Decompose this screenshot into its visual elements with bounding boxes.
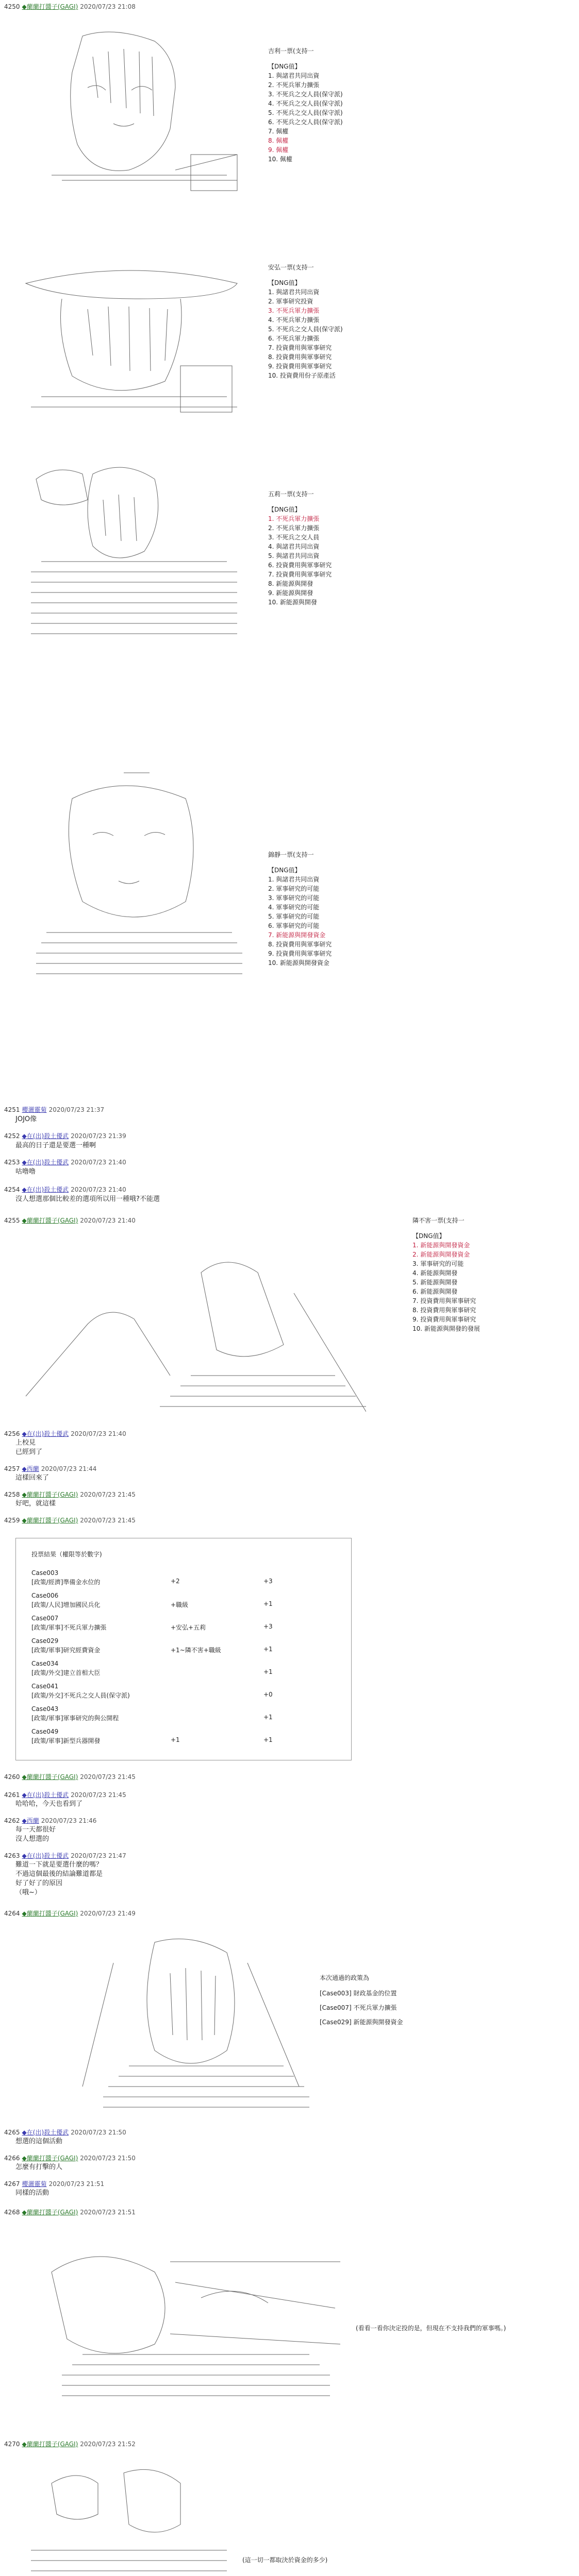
vote-panel — [268, 850, 332, 968]
ascii-art-drawing — [21, 2463, 237, 2576]
post-header — [4, 1851, 126, 1860]
post-header — [4, 1816, 96, 1825]
post-date: 2020/07/23 21:45 — [71, 1791, 126, 1799]
result-case: Case049 — [31, 1728, 59, 1735]
post-author[interactable]: ◆蘭蘭打醬子(GAGI) — [22, 2155, 78, 2162]
post-message: 已經到了 — [15, 1448, 43, 1456]
post-header — [4, 1216, 136, 1225]
panel-title: 吉利一票(支持一 — [268, 47, 314, 55]
panel-items — [412, 1241, 480, 1333]
result-note: +職級 — [171, 1601, 189, 1608]
panel-item: 3. 不死兵之交人員(保守派) — [268, 91, 343, 98]
post-message: 沒人想選的 — [15, 1835, 49, 1843]
result-value: +1 — [263, 1668, 273, 1675]
post-date: 2020/07/23 21:37 — [48, 1106, 105, 1113]
vote-panel — [268, 263, 343, 380]
post-date: 2020/07/23 21:39 — [71, 1132, 126, 1140]
post-date: 2020/07/23 21:47 — [71, 1852, 126, 1859]
panel-item: 8. 投資費用與軍事研究 — [268, 941, 332, 948]
post-date: 2020/07/23 21:44 — [41, 1465, 97, 1472]
post-date: 2020/07/23 21:52 — [80, 2441, 136, 2448]
result-name: [政策/外交]建立首相大臣 — [31, 1669, 101, 1676]
panel-item: 9. 佩權 — [268, 146, 289, 154]
panel-item: 5. 與諸君共同出資 — [268, 552, 320, 560]
ascii-art-drawing — [52, 1932, 320, 2117]
post-message: （哦~） — [15, 1889, 41, 1896]
result-case: Case007 — [31, 1615, 59, 1622]
post-header — [4, 1516, 136, 1524]
panel-items — [320, 1989, 403, 2027]
panel-item: 7. 佩權 — [268, 128, 289, 135]
panel-item: 5. 新能源與開發 — [412, 1279, 458, 1286]
result-name: [政策/軍事]研究經費資金 — [31, 1647, 101, 1654]
result-value: +1 — [263, 1646, 273, 1653]
post-header — [4, 1131, 126, 1140]
post-date: 2020/07/23 21:50 — [71, 2129, 126, 2136]
ascii-art-drawing — [5, 1242, 366, 1417]
panel-item: 3. 不死兵之交人員 — [268, 534, 320, 541]
vote-panel — [268, 46, 343, 164]
panel-item: 2. 軍事研究的可能 — [268, 885, 320, 892]
post-message: JOJO像 — [15, 1115, 37, 1123]
ascii-art-figure — [10, 453, 247, 649]
panel-item: 8. 新能源與開發 — [268, 580, 313, 587]
post-message: 這樣回來了 — [15, 1474, 49, 1482]
post-message: 哈哈哈，今天也看到了 — [15, 1800, 83, 1808]
panel-item: 6. 新能源與開發 — [412, 1288, 458, 1295]
result-title: 投票結果（權限等於數字) — [31, 1551, 102, 1558]
post-number: 4255 — [4, 1217, 20, 1224]
result-note: +2 — [171, 1578, 180, 1585]
panel-title: 安弘一票(支持一 — [268, 264, 314, 271]
post-header — [4, 1105, 104, 1114]
post-message: 咕噜噜 — [15, 1168, 36, 1176]
post-header — [4, 1429, 126, 1438]
panel-item: [Case029] 新能源與開發資金 — [320, 2019, 403, 2026]
post-number: 4268 — [4, 2209, 20, 2216]
panel-items — [268, 287, 343, 380]
ascii-art-drawing — [10, 263, 247, 417]
ascii-art-drawing — [21, 2231, 351, 2416]
panel-header: 【DNG值】 — [268, 279, 301, 286]
panel-item: 1. 與諸君共同出資 — [268, 72, 320, 79]
post-message: 最高的日子還是要選一種啊 — [15, 1142, 96, 1149]
later-panel — [320, 1973, 403, 2032]
panel-title: 錦靜一票(支持一 — [268, 851, 314, 858]
post-message: 不過這個最後的結論難道都是 — [15, 1870, 103, 1878]
post-message: 好吧，就這樣 — [15, 1500, 56, 1507]
post-number: 4252 — [4, 1132, 20, 1140]
result-value: +1 — [263, 1714, 273, 1721]
post-header — [4, 1490, 136, 1499]
panel-item: 7. 投資費用與軍事研究 — [268, 571, 332, 578]
result-note: +安弘+五莉 — [171, 1624, 206, 1631]
ascii-art-figure — [52, 1927, 320, 2112]
post-author[interactable]: ◆在(出)殺土優武 — [22, 1159, 69, 1166]
panel-items — [268, 875, 332, 968]
panel-item: 10. 新能源與開發 — [268, 599, 317, 606]
post-header — [4, 2128, 126, 2137]
panel-item: 2. 不死兵軍力擴張 — [268, 81, 320, 89]
post-author[interactable]: ◆蘭蘭打醬子(GAGI) — [22, 1491, 78, 1498]
panel-header: 【DNG值】 — [268, 63, 301, 70]
post-header — [4, 1790, 126, 1799]
ascii-art-figure — [5, 1236, 366, 1412]
post-number: 4256 — [4, 1430, 20, 1437]
panel-item: 8. 投資費用與軍事研究 — [268, 353, 332, 361]
result-name: [政策/軍事]軍事研究的與公開程 — [31, 1715, 119, 1722]
post-header — [4, 1772, 136, 1781]
panel-item: 4. 新能源與開發 — [412, 1269, 458, 1277]
panel-items — [268, 514, 332, 607]
panel-title: 五莉一票(支持一 — [268, 490, 314, 498]
panel-item: 4. 與諸君共同出資 — [268, 543, 320, 550]
post-date: 2020/07/23 21:51 — [48, 2180, 105, 2188]
panel-header: 【DNG值】 — [268, 506, 301, 513]
panel-title: 隣不害一票(支持一 — [412, 1217, 465, 1224]
post-author[interactable]: ◆在(出)殺土優武 — [22, 1430, 69, 1437]
result-case: Case041 — [31, 1683, 59, 1690]
panel-item: 4. 軍事研究的可能 — [268, 904, 320, 911]
panel-item: 10. 佩權 — [268, 156, 292, 163]
post-date: 2020/07/23 21:40 — [80, 1217, 136, 1224]
post-header — [4, 2154, 136, 2162]
post-message: 想選的這個活動 — [15, 2138, 63, 2145]
panel-item: 4. 不死兵軍力擴張 — [268, 316, 320, 324]
post-header — [4, 1158, 126, 1166]
panel-item: 4. 不死兵之交人員(保守派) — [268, 100, 343, 107]
post-number: 4258 — [4, 1491, 20, 1498]
result-note: +1~隣不害+職級 — [171, 1647, 221, 1654]
result-value: +1 — [263, 1600, 273, 1607]
panel-item: 9. 投資費用與軍事研究 — [268, 950, 332, 957]
post-author[interactable]: ◆蘭蘭打醬子(GAGI) — [22, 1517, 78, 1524]
post-header — [4, 2, 136, 11]
panel-item: 5. 軍事研究的可能 — [268, 913, 320, 920]
panel-header: 【DNG值】 — [412, 1232, 445, 1240]
post-number: 4270 — [4, 2441, 20, 2448]
post-number: 4250 — [4, 3, 20, 10]
panel-item: 5. 不死兵之交人員(保守派) — [268, 109, 343, 116]
panel-items — [268, 71, 343, 164]
post-author[interactable]: 櫻灑靈菊 — [22, 2180, 47, 2188]
result-case: Case006 — [31, 1592, 59, 1599]
panel-item: 10. 投資費用份子原產活 — [268, 372, 336, 379]
post-number: 4264 — [4, 1910, 20, 1917]
panel-item: 9. 投資費用與軍事研究 — [268, 363, 332, 370]
panel-item: 5. 不死兵之交人員(保守派) — [268, 326, 343, 333]
post-number: 4251 — [4, 1106, 20, 1113]
post-message: 怎麼有打擊的人 — [15, 2163, 63, 2171]
panel-item: 6. 不死兵之交人員(保守派) — [268, 118, 343, 126]
ascii-art-figure — [21, 2226, 351, 2411]
result-note: +1 — [171, 1736, 180, 1743]
result-name: [政策/軍事]新型兵器開發 — [31, 1737, 101, 1744]
post-header — [4, 1464, 96, 1473]
post-header — [4, 2179, 104, 2188]
post-author[interactable]: ◆蘭蘭打醬子(GAGI) — [22, 1910, 78, 1917]
panel-item: 3. 不死兵軍力擴張 — [268, 307, 320, 314]
ascii-art-figure — [15, 762, 253, 979]
panel-item: 2. 新能源與開發資金 — [412, 1251, 470, 1258]
result-value: +3 — [263, 1623, 273, 1630]
panel-item: 10. 新能源與開發資金 — [268, 959, 329, 967]
ascii-art-figure — [21, 2458, 237, 2576]
panel-item: [Case007] 不死兵軍力擴張 — [320, 2004, 397, 2011]
panel-item: 6. 軍事研究的可能 — [268, 922, 320, 929]
ascii-art-drawing — [10, 459, 247, 654]
post-number: 4262 — [4, 1817, 20, 1824]
post-number: 4265 — [4, 2129, 20, 2136]
post-author[interactable]: 櫻灑靈菊 — [22, 1106, 47, 1113]
vote-panel — [412, 1216, 480, 1333]
result-case: Case043 — [31, 1705, 59, 1713]
result-name: [政策/人民]增加國民兵化 — [31, 1601, 101, 1608]
post-date: 2020/07/23 21:45 — [80, 1773, 136, 1781]
ascii-art-figure — [21, 21, 242, 191]
post-header: 4254 ◆在(出)殺土優武 2020/07/23 21:40 — [4, 1186, 126, 1193]
ascii-art-drawing — [21, 26, 242, 196]
result-box — [15, 1538, 352, 1760]
post-message: 同樣的活動 — [15, 2189, 49, 2197]
panel-item: 7. 新能源與開發資金 — [268, 931, 326, 939]
result-name: [政策/經濟]準備金水位的 — [31, 1579, 101, 1586]
caption: (這一切一都取決於資金的多少) — [242, 2556, 328, 2564]
result-name: [政策/軍事]不死兵軍力擴張 — [31, 1624, 107, 1631]
panel-item: 7. 投資費用與軍事研究 — [268, 344, 332, 351]
panel-item: 1. 不死兵軍力擴張 — [268, 515, 320, 522]
panel-item: 9. 新能源與開發 — [268, 589, 313, 597]
post-author[interactable]: ◆西蘭 — [22, 1817, 39, 1824]
post-message: 沒人想選那個比較差的選項所以用一種哦?不能選 — [15, 1195, 160, 1203]
post-author[interactable]: ◆西蘭 — [22, 1465, 39, 1472]
post-date: 2020/07/23 21:46 — [41, 1817, 97, 1824]
result-value: +0 — [263, 1691, 273, 1698]
post-number: 4260 — [4, 1773, 20, 1781]
post-date: 2020/07/23 21:50 — [80, 2155, 136, 2162]
post-number: 4259 — [4, 1517, 20, 1524]
ascii-art-drawing — [15, 768, 253, 984]
panel-item: 6. 投資費用與軍事研究 — [268, 562, 332, 569]
post-message: 好了好了的原因 — [15, 1879, 63, 1887]
post-header — [4, 2208, 136, 2216]
vote-panel — [268, 489, 332, 607]
post-number: 4257 — [4, 1465, 20, 1472]
post-date: 2020/07/23 21:45 — [80, 1517, 136, 1524]
post-author[interactable]: ◆在(出)殺土優武 — [22, 1132, 69, 1140]
post-date: 2020/07/23 21:51 — [80, 2209, 136, 2216]
post-date: 2020/07/23 21:45 — [80, 1491, 136, 1498]
panel-item: 1. 與諸君共同出資 — [268, 876, 320, 883]
post-author[interactable]: ◆蘭蘭打醬子(GAGI) — [22, 2441, 78, 2448]
panel-item: 6. 不死兵軍力擴張 — [268, 335, 320, 342]
result-case: Case029 — [31, 1637, 59, 1645]
post-author[interactable]: ◆蘭蘭打醬子(GAGI) — [22, 1217, 78, 1224]
post-number: 4253 — [4, 1159, 20, 1166]
panel-item: 10. 新能源與開發的發展 — [412, 1325, 480, 1332]
panel-item: 8. 投資費用與軍事研究 — [412, 1307, 476, 1314]
result-name: [政策/外交]不死兵之交人員(保守派) — [31, 1692, 130, 1699]
panel-item: 2. 不死兵軍力擴張 — [268, 524, 320, 532]
post-number: 4266 — [4, 2155, 20, 2162]
panel-item: [Case003] 財政基金的位置 — [320, 1990, 397, 1997]
post-number: 4261 — [4, 1791, 20, 1799]
panel-header: 【DNG值】 — [268, 867, 301, 874]
result-case: Case034 — [31, 1660, 59, 1667]
caption: (看看一看你決定投的是，但現在不支持我們的軍事嗎。) — [356, 2325, 506, 2332]
post-author[interactable]: ◆在(出)殺土優武 — [22, 1852, 69, 1859]
post-author[interactable]: ◆在(出)殺土優武 — [22, 2129, 69, 2136]
post-header — [4, 2439, 136, 2448]
post-date: 2020/07/23 21:40 — [71, 1159, 126, 1166]
post-message: 上校見 — [15, 1439, 36, 1447]
post-header — [4, 1909, 136, 1918]
panel-item: 3. 軍事研究的可能 — [412, 1260, 464, 1267]
post-message: 每一天都很好 — [15, 1826, 56, 1834]
panel-item: 1. 與諸君共同出資 — [268, 289, 320, 296]
panel-item: 9. 投資費用與軍事研究 — [412, 1316, 476, 1323]
panel-item: 3. 軍事研究的可能 — [268, 894, 320, 902]
result-value: +3 — [263, 1578, 273, 1585]
post-author[interactable]: ◆在(出)殺土優武 — [22, 1186, 69, 1193]
post-author[interactable]: ◆蘭蘭打醬子(GAGI) — [22, 1773, 78, 1781]
post-author[interactable]: ◆在(出)殺土優武 — [22, 1791, 69, 1799]
post-date: 2020/07/23 21:40 — [71, 1186, 126, 1193]
result-case: Case003 — [31, 1569, 59, 1577]
panel-item: 8. 佩權 — [268, 137, 289, 144]
post-author[interactable]: ◆蘭蘭打醬子(GAGI) — [22, 3, 78, 10]
post-date: 2020/07/23 21:40 — [71, 1430, 126, 1437]
post-date: 2020/07/23 21:49 — [80, 1910, 136, 1917]
post-author[interactable]: ◆蘭蘭打醬子(GAGI) — [22, 2209, 78, 2216]
result-value: +1 — [263, 1736, 273, 1743]
ascii-art-figure — [10, 258, 247, 412]
panel-item: 2. 軍事研究投資 — [268, 298, 313, 305]
panel-title: 本次通過的政策為 — [320, 1974, 370, 1981]
post-message: 難道一下就是要選什麼的嗎？ — [15, 1861, 103, 1869]
post-number: 4267 — [4, 2180, 20, 2188]
post-date: 2020/07/23 21:08 — [80, 3, 136, 10]
panel-item: 1. 新能源與開發資金 — [412, 1242, 470, 1249]
post-number: 4263 — [4, 1852, 20, 1859]
panel-item: 7. 投資費用與軍事研究 — [412, 1297, 476, 1304]
